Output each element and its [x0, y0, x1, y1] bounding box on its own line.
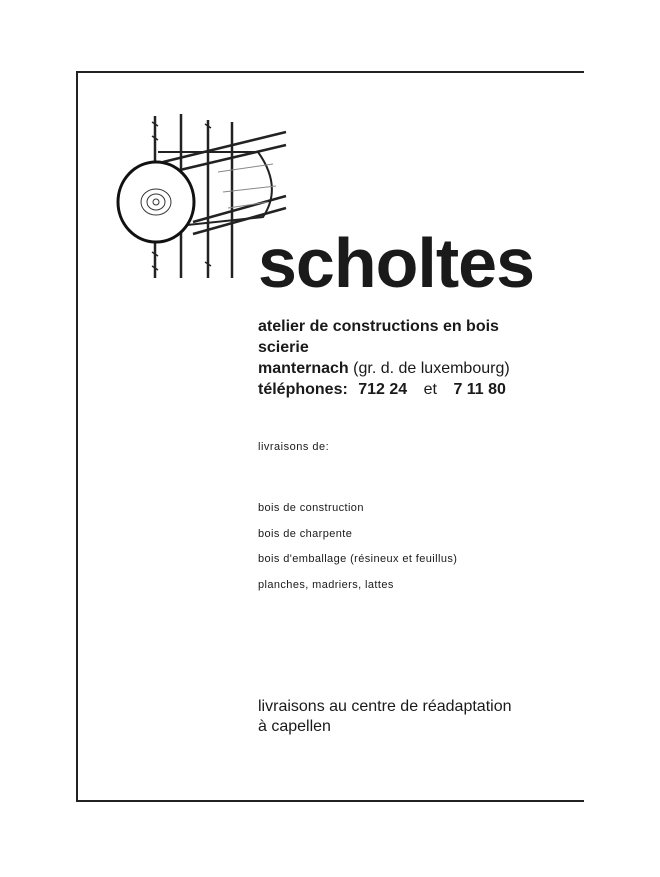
phone-number-2: 7 11 80: [453, 381, 506, 398]
footer-line-1: livraisons au centre de réadaptation: [258, 698, 512, 715]
company-sawmill: scierie: [258, 339, 309, 356]
list-item: planches, madriers, lattes: [258, 578, 394, 591]
deliveries-list: [258, 502, 457, 604]
company-address: [258, 358, 510, 379]
phone-and: et: [423, 381, 437, 398]
footer-note: [258, 697, 512, 737]
company-phones: [258, 379, 510, 400]
list-item: bois d'emballage (résineux et feuillus): [258, 553, 458, 565]
list-item: bois de construction: [258, 502, 364, 514]
deliveries-label: livraisons de:: [258, 441, 330, 453]
phone-label: téléphones:: [258, 381, 348, 398]
phone-number-1: 712 24: [358, 381, 408, 398]
address-place: manternach: [258, 360, 349, 377]
company-activity: atelier de constructions en bois: [258, 318, 499, 335]
list-item: bois de charpente: [258, 527, 353, 540]
brand-name: scholtes: [258, 224, 534, 302]
address-region: (gr. d. de luxembourg): [353, 360, 510, 377]
company-info: [258, 316, 510, 400]
footer-line-2: à capellen: [258, 718, 331, 735]
